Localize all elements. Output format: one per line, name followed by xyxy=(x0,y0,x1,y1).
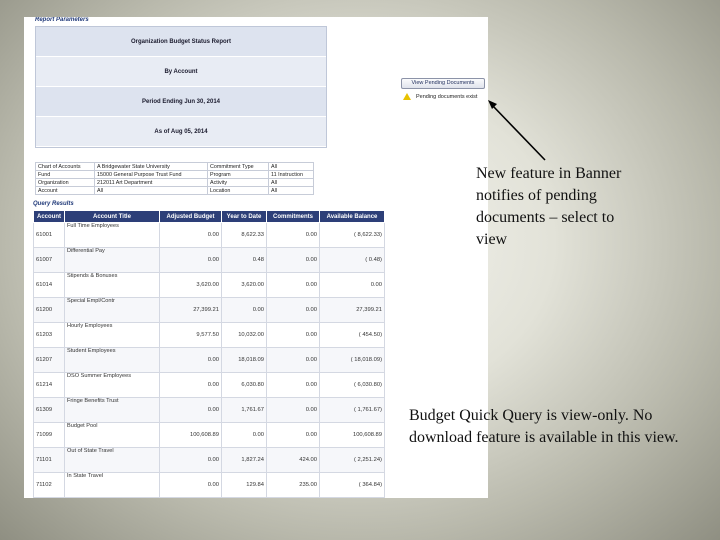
account-title-cell: Stipends & Bonuses xyxy=(65,273,160,298)
parameter-cell: 11 Instruction xyxy=(269,171,314,179)
parameter-row xyxy=(36,187,314,195)
parameter-cell: Account xyxy=(36,187,95,195)
parameter-row xyxy=(36,163,314,171)
account-cell: 71099 xyxy=(34,423,65,448)
amount-cell: 0.00 xyxy=(267,423,320,448)
column-header[interactable]: Commitments xyxy=(267,211,320,223)
table-row xyxy=(34,298,385,323)
pending-warning-text: Pending documents exist xyxy=(416,93,478,100)
account-cell: 71102 xyxy=(34,473,65,498)
amount-cell: 0.00 xyxy=(160,448,222,473)
parameter-cell: Fund xyxy=(36,171,95,179)
amount-cell: 0.00 xyxy=(267,298,320,323)
view-pending-documents-button[interactable]: View Pending Documents xyxy=(401,78,485,89)
amount-cell: ( 364.84) xyxy=(320,473,385,498)
amount-cell: 27,399.21 xyxy=(320,298,385,323)
table-row xyxy=(34,323,385,348)
amount-cell: 0.00 xyxy=(267,223,320,248)
parameter-cell: Organization xyxy=(36,179,95,187)
parameter-cell: 15000 General Purpose Trust Fund xyxy=(95,171,208,179)
amount-cell: 0.00 xyxy=(267,373,320,398)
account-title-cell: Budget Pool xyxy=(65,423,160,448)
report-grouping-row: By Account xyxy=(36,57,326,87)
account-cell: 61200 xyxy=(34,298,65,323)
amount-cell: 0.00 xyxy=(267,323,320,348)
amount-cell: 18,018.09 xyxy=(222,348,267,373)
account-cell: 61014 xyxy=(34,273,65,298)
account-title-cell: Fringe Benefits Trust xyxy=(65,398,160,423)
account-title-cell: Differential Pay xyxy=(65,248,160,273)
warning-icon xyxy=(403,93,411,100)
amount-cell: 0.00 xyxy=(267,398,320,423)
amount-cell: 0.00 xyxy=(160,373,222,398)
amount-cell: 0.00 xyxy=(267,348,320,373)
account-cell: 61207 xyxy=(34,348,65,373)
parameter-row xyxy=(36,171,314,179)
parameter-cell: All xyxy=(95,187,208,195)
as-of-date-row: As of Aug 05, 2014 xyxy=(36,117,326,147)
account-cell: 61007 xyxy=(34,248,65,273)
amount-cell: 3,620.00 xyxy=(160,273,222,298)
period-ending-row: Period Ending Jun 30, 2014 xyxy=(36,87,326,117)
amount-cell: 0.00 xyxy=(320,273,385,298)
account-title-cell: Out of State Travel xyxy=(65,448,160,473)
query-results-table xyxy=(33,210,385,498)
parameter-table xyxy=(35,162,314,195)
amount-cell: 129.84 xyxy=(222,473,267,498)
account-cell: 61214 xyxy=(34,373,65,398)
table-row xyxy=(34,448,385,473)
parameter-cell: All xyxy=(269,179,314,187)
account-title-cell: Full Time Employees xyxy=(65,223,160,248)
amount-cell: 0.00 xyxy=(160,248,222,273)
amount-cell: 424.00 xyxy=(267,448,320,473)
account-cell: 71101 xyxy=(34,448,65,473)
amount-cell: 235.00 xyxy=(267,473,320,498)
amount-cell: 0.00 xyxy=(160,223,222,248)
pending-warning xyxy=(403,93,477,100)
pending-feature-callout: New feature in Banner notifies of pending documents – select to view xyxy=(476,165,622,248)
parameter-cell: A Bridgewater State University xyxy=(95,163,208,171)
amount-cell: 0.00 xyxy=(160,348,222,373)
amount-cell: 6,030.80 xyxy=(222,373,267,398)
amount-cell: 100,608.89 xyxy=(320,423,385,448)
account-title-cell: Student Employees xyxy=(65,348,160,373)
parameter-row xyxy=(36,179,314,187)
view-only-callout: Budget Quick Query is view-only. No download feature is available in this view. xyxy=(409,407,679,446)
account-cell: 61203 xyxy=(34,323,65,348)
table-row xyxy=(34,473,385,498)
amount-cell: 0.00 xyxy=(160,398,222,423)
table-row xyxy=(34,398,385,423)
amount-cell: 1,827.24 xyxy=(222,448,267,473)
amount-cell: 100,608.89 xyxy=(160,423,222,448)
amount-cell: 9,577.50 xyxy=(160,323,222,348)
amount-cell: 3,620.00 xyxy=(222,273,267,298)
column-header[interactable]: Account xyxy=(34,211,65,223)
amount-cell: 0.48 xyxy=(222,248,267,273)
table-row xyxy=(34,273,385,298)
parameter-cell: 212011 Art Department xyxy=(95,179,208,187)
amount-cell: 0.00 xyxy=(222,298,267,323)
parameter-cell: Location xyxy=(208,187,269,195)
report-name-row: Organization Budget Status Report xyxy=(36,27,326,57)
parameter-cell: Activity xyxy=(208,179,269,187)
account-title-cell: Special Empl/Contr xyxy=(65,298,160,323)
amount-cell: ( 6,030.80) xyxy=(320,373,385,398)
amount-cell: 0.00 xyxy=(222,423,267,448)
table-row xyxy=(34,373,385,398)
amount-cell: ( 8,622.33) xyxy=(320,223,385,248)
table-row xyxy=(34,223,385,248)
amount-cell: 0.00 xyxy=(267,248,320,273)
report-parameters-title: Report Parameters xyxy=(35,17,89,23)
column-header[interactable]: Account Title xyxy=(65,211,160,223)
account-cell: 61309 xyxy=(34,398,65,423)
column-header[interactable]: Adjusted Budget xyxy=(160,211,222,223)
table-row xyxy=(34,348,385,373)
amount-cell: ( 18,018.09) xyxy=(320,348,385,373)
account-title-cell: Hourly Employees xyxy=(65,323,160,348)
report-parameters-box xyxy=(35,26,327,148)
amount-cell: ( 454.50) xyxy=(320,323,385,348)
amount-cell: ( 1,761.67) xyxy=(320,398,385,423)
parameter-cell: Commitment Type xyxy=(208,163,269,171)
account-title-cell: In State Travel xyxy=(65,473,160,498)
column-header[interactable]: Available Balance xyxy=(320,211,385,223)
parameter-cell: Chart of Accounts xyxy=(36,163,95,171)
column-header[interactable]: Year to Date xyxy=(222,211,267,223)
account-title-cell: DSO Summer Employees xyxy=(65,373,160,398)
query-results-title: Query Results xyxy=(33,201,74,207)
account-cell: 61001 xyxy=(34,223,65,248)
amount-cell: 10,032.00 xyxy=(222,323,267,348)
table-row xyxy=(34,423,385,448)
parameter-cell: Program xyxy=(208,171,269,179)
parameter-cell: All xyxy=(269,163,314,171)
amount-cell: 1,761.67 xyxy=(222,398,267,423)
amount-cell: 8,622.33 xyxy=(222,223,267,248)
amount-cell: ( 2,251.24) xyxy=(320,448,385,473)
amount-cell: 0.00 xyxy=(160,473,222,498)
amount-cell: 0.00 xyxy=(267,273,320,298)
amount-cell: ( 0.48) xyxy=(320,248,385,273)
parameter-cell: All xyxy=(269,187,314,195)
table-row xyxy=(34,248,385,273)
amount-cell: 27,399.21 xyxy=(160,298,222,323)
